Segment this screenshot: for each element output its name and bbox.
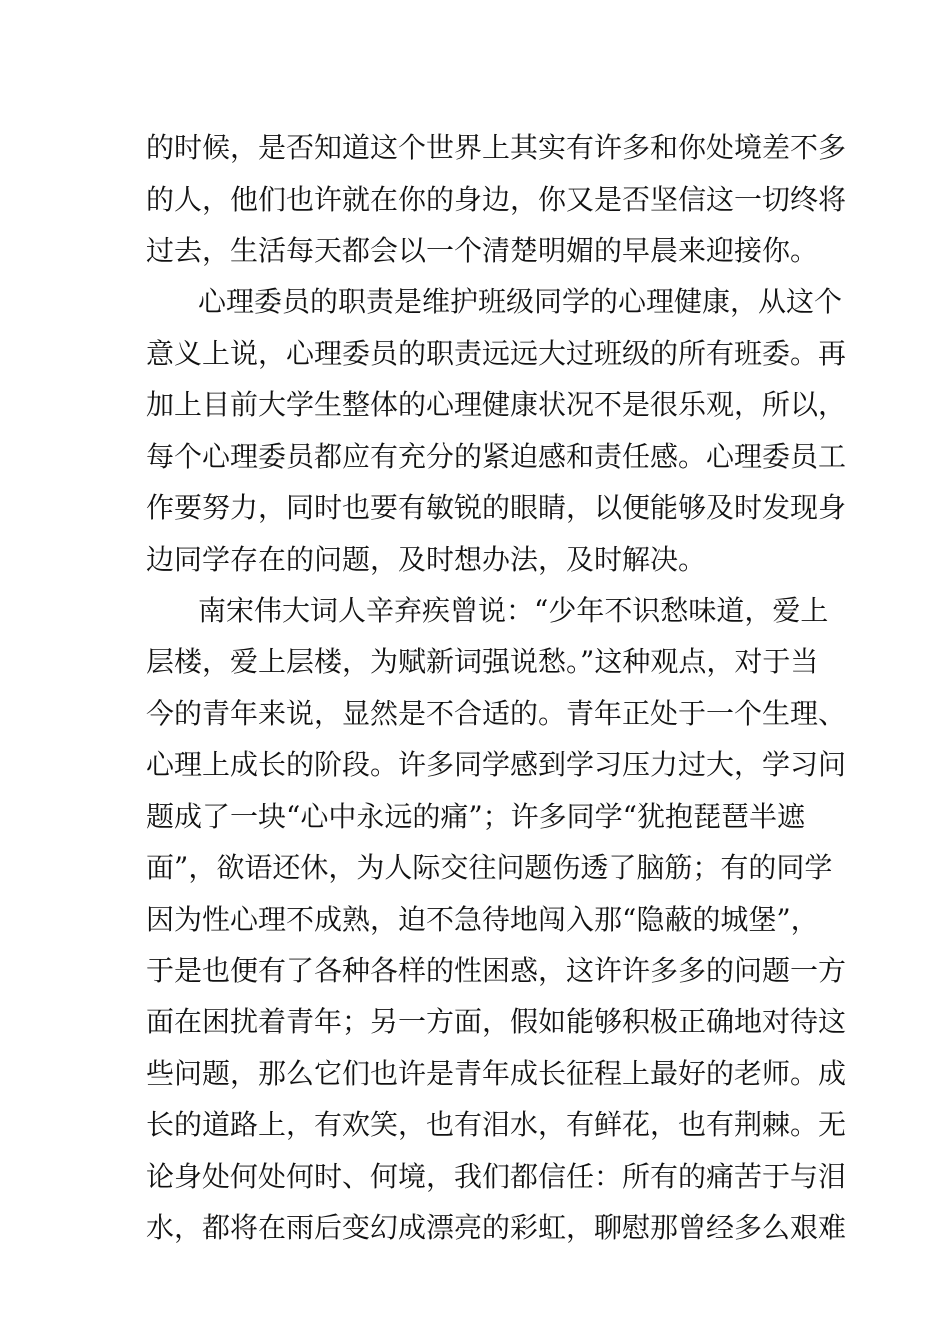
- text-line: 每个心理委员都应有充分的紧迫感和责任感。心理委员工: [146, 440, 847, 473]
- text-line: 层楼，爱上层楼，为赋新词强说愁。”这种观点，对于当: [146, 645, 819, 678]
- text-line: 过去，生活每天都会以一个清楚明媚的早晨来迎接你。: [146, 234, 819, 267]
- text-line: 加上目前大学生整体的心理健康状况不是很乐观，所以，: [146, 388, 847, 421]
- text-line: 意义上说，心理委员的职责远远大过班级的所有班委。再: [146, 337, 847, 370]
- paragraph-first-line: 心理委员的职责是维护班级同学的心理健康，从这个: [198, 285, 843, 318]
- text-line: 的时候，是否知道这个世界上其实有许多和你处境差不多: [146, 131, 847, 164]
- text-line: 于是也便有了各种各样的性困惑，这许许多多的问题一方: [146, 954, 847, 987]
- text-line: 心理上成长的阶段。许多同学感到学习压力过大，学习问: [146, 748, 847, 781]
- text-line: 作要努力，同时也要有敏锐的眼睛，以便能够及时发现身: [146, 491, 847, 524]
- text-line: 些问题，那么它们也许是青年成长征程上最好的老师。成: [146, 1057, 847, 1090]
- text-line: 面”，欲语还休，为人际交往问题伤透了脑筋；有的同学: [146, 851, 833, 884]
- text-line: 长的道路上，有欢笑，也有泪水，有鲜花，也有荆棘。无: [146, 1108, 847, 1141]
- text-line: 面在困扰着青年；另一方面，假如能够积极正确地对待这: [146, 1005, 847, 1038]
- text-line: 边同学存在的问题，及时想办法，及时解决。: [146, 543, 707, 576]
- text-line: 论身处何处何时、何境，我们都信任：所有的痛苦于与泪: [146, 1160, 847, 1193]
- paragraph-first-line: 南宋伟大词人辛弃疾曾说：“少年不识愁味道，爱上: [198, 594, 829, 627]
- text-line: 题成了一块“心中永远的痛”；许多同学“犹抱琵琶半遮: [146, 800, 805, 833]
- text-line: 的人，他们也许就在你的身边，你又是否坚信这一切终将: [146, 183, 847, 216]
- text-line: 今的青年来说，显然是不合适的。青年正处于一个生理、: [146, 697, 847, 730]
- text-line: 水，都将在雨后变幻成漂亮的彩虹，聊慰那曾经多么艰难: [146, 1211, 847, 1244]
- text-line: 因为性心理不成熟，迫不急待地闯入那“隐蔽的城堡”，: [146, 903, 819, 936]
